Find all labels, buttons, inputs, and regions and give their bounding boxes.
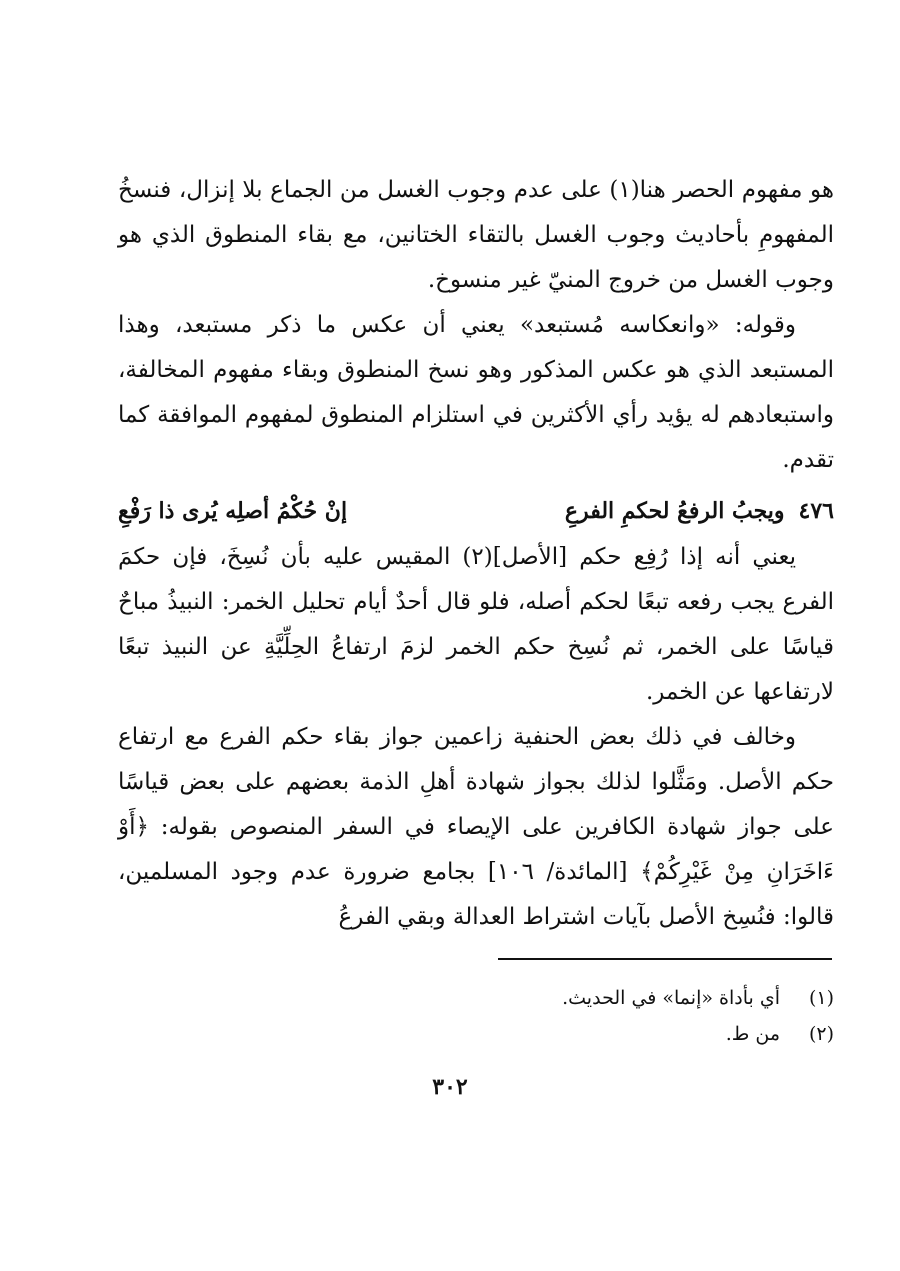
verse-second-hemistich: إنْ حُكْمُ أصلِه يُرى ذا رَفْعِ: [118, 498, 348, 524]
footnote-1: [118, 980, 834, 1016]
footnote-2-text: من ط.: [725, 1023, 780, 1045]
paragraph-2: وقوله: «وانعكاسه مُستبعد» يعني أن عكس ما ذكر مستبعد، وهذا المستبعد الذي هو عكس المذكور وهو نسخ المنطوق وبقاء مفهوم المخالفة، واستبعادهم له يؤيد رأي الأكثرين في استلزام المنطوق لمفهوم الموافقة كما تقدم.: [118, 312, 834, 473]
verse-number: ٤٧٦: [798, 498, 834, 524]
paragraph-4: وخالف في ذلك بعض الحنفية زاعمين جواز بقاء حكم الفرع مع ارتفاع حكم الأصل. ومَثَّلوا لذلك بجواز شهادة أهلِ الذمة بعضهم على بعض قياسًا على جواز شهادة الكافرين على الإيصاء في السفر المنصوص بقوله: ﴿أَوْ ءَاخَرَانِ مِنْ غَيْرِكُمْ﴾ [المائدة/ ١٠٦] بجامع ضرورة عدم وجود المسلمين، قالوا: فنُسِخ الأصل بآيات اشتراط العدالة وبقي الفرعُ: [118, 724, 834, 930]
footnote-1-text: أي بأداة «إنما» في الحديث.: [562, 987, 780, 1009]
footnote-2: [118, 1016, 834, 1052]
page-number: ٣٠٢: [432, 1074, 468, 1100]
footnote-2-mark: (٢): [808, 1023, 834, 1045]
verse-first-text: ويجبُ الرفعُ لحكمِ الفرعِ: [564, 498, 785, 524]
footnote-divider: [498, 958, 832, 960]
verse-line: [118, 491, 834, 531]
paragraph-3: يعني أنه إذا رُفِع حكم [الأصل](٢) المقيس عليه بأن نُسِخَ، فإن حكمَ الفرع يجب رفعه تبعًا لحكم أصله، فلو قال أحدٌ أيام تحليل الخمر: النبيذُ مباحٌ قياسًا على الخمر، ثم نُسِخ حكم الخمر لزمَ ارتفاعُ الحِلِّيَّةِ عن النبيذ تبعًا لارتفاعها عن الخمر.: [118, 544, 834, 705]
footnote-1-mark: (١): [808, 987, 834, 1009]
footnotes: [118, 980, 834, 1052]
paragraph-1: هو مفهوم الحصر هنا(١) على عدم وجوب الغسل من الجماع بلا إنزال، فنسخُ المفهومِ بأحاديث وجوب الغسل بالتقاء الختانين، مع بقاء المنطوق الذي هو وجوب الغسل من خروج المنيّ غير منسوخ.: [118, 177, 834, 293]
verse-first-hemistich: [565, 491, 834, 531]
page-body: [118, 168, 834, 940]
